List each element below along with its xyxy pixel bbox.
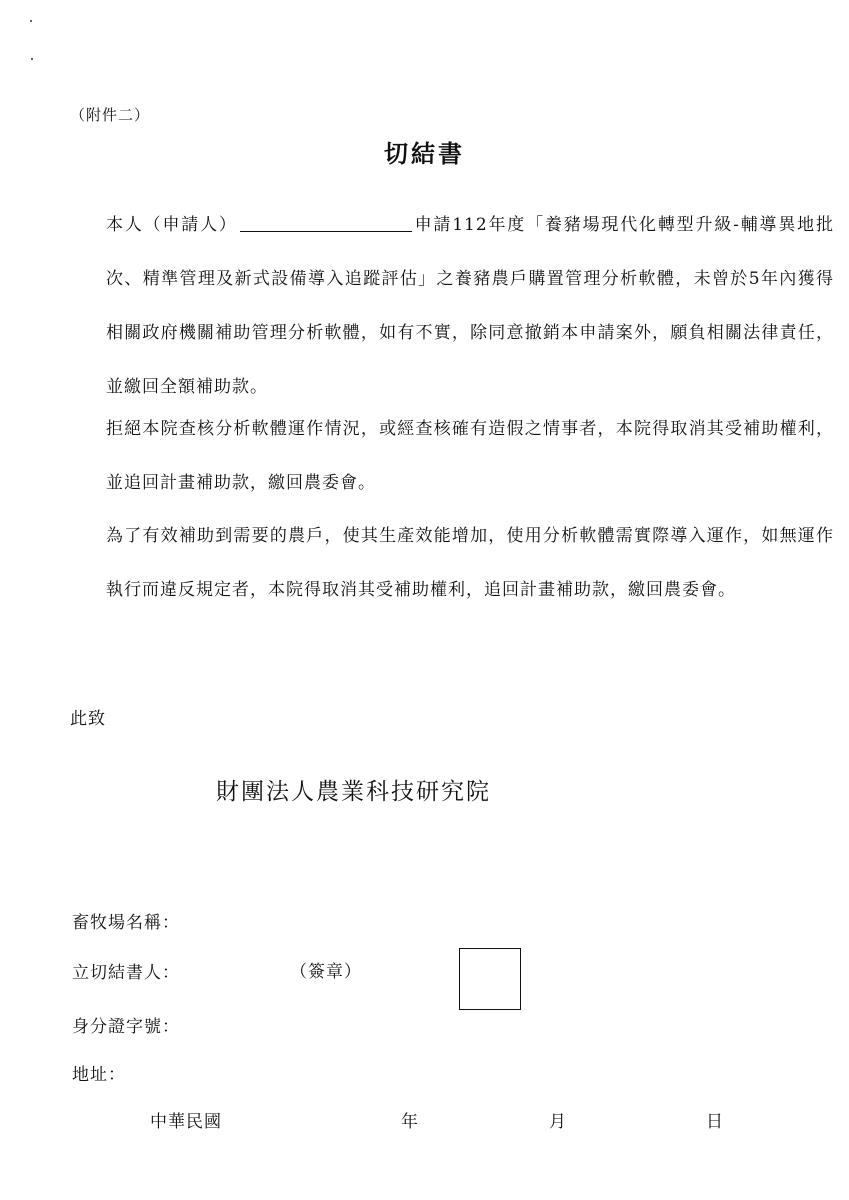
annex-label: （附件二）: [70, 106, 151, 124]
applicant-name-blank: [240, 213, 412, 232]
paragraph-declaration: [70, 198, 834, 414]
declaration-body: 申請112年度「養豬場現代化轉型升級-輔導異地批次、精準管理及新式設備導入追蹤評估」之養豬農戶購置管理分析軟體，未曾於5年內獲得相關政府機關補助管理分析軟體，如有不實，除同意撤銷本申請案外，願負相關法律責任，並繳回全額補助款。: [106, 215, 834, 397]
seal-note: （簽章）: [290, 962, 362, 982]
document-title: 切結書: [384, 139, 465, 168]
date-year: 年: [401, 1112, 419, 1132]
closing-salutation: 此致: [70, 709, 106, 729]
date-day: 日: [706, 1112, 724, 1132]
recipient-organization: 財團法人農業科技研究院: [216, 779, 491, 805]
declaration-lead: 本人（申請人）: [106, 215, 238, 235]
date-month: 月: [549, 1112, 567, 1132]
id-number-label: 身分證字號：: [72, 1017, 180, 1037]
farm-name-label: 畜牧場名稱：: [72, 913, 180, 933]
scan-speck: [31, 58, 33, 60]
address-label: 地址：: [72, 1065, 126, 1085]
seal-box: [459, 948, 521, 1010]
signer-label: 立切結書人：: [72, 963, 180, 983]
paragraph-usage: 為了有效補助到需要的農戶，使其生產效能增加，使用分析軟體需實際導入運作，如無運作執行而違反規定者，本院得取消其受補助權利，追回計畫補助款，繳回農委會。: [106, 526, 834, 600]
scan-speck: [30, 20, 32, 22]
date-era: 中華民國: [150, 1112, 222, 1132]
paragraph-audit: 拒絕本院查核分析軟體運作情況，或經查核確有造假之情事者，本院得取消其受補助權利，並追回計畫補助款，繳回農委會。: [106, 419, 834, 493]
